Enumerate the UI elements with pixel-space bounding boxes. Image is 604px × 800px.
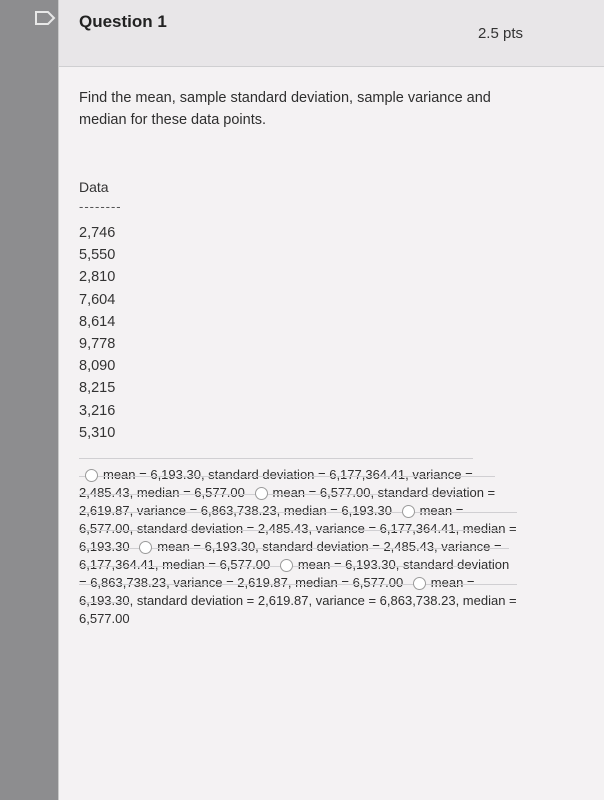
data-value: 7,604 bbox=[79, 291, 116, 308]
question-body bbox=[59, 67, 604, 628]
radio-button[interactable] bbox=[413, 577, 426, 590]
data-value: 2,810 bbox=[79, 269, 116, 286]
question-header bbox=[59, 0, 604, 67]
answer-text: mean = 6,193.30, standard deviation = 6,863,738.23, variance = 2,619.87, median = 6,577.00 bbox=[79, 556, 510, 590]
radio-button[interactable] bbox=[280, 559, 293, 572]
data-value: 5,310 bbox=[79, 424, 116, 441]
flag-question-icon[interactable] bbox=[34, 10, 56, 26]
question-card bbox=[58, 0, 604, 800]
answer-text: mean = 6,193.30, standard deviation = 6,177,364.41, variance = 2,485.43, median = 6,577.00 bbox=[79, 466, 473, 500]
question-prompt: Find the mean, sample standard deviation, sample variance and median for these data points. bbox=[79, 90, 491, 128]
answer-options bbox=[79, 466, 519, 628]
question-title: Question 1 bbox=[79, 12, 167, 31]
radio-button[interactable] bbox=[255, 487, 268, 500]
data-separator: -------- bbox=[79, 199, 122, 214]
data-value: 8,090 bbox=[79, 358, 116, 375]
answer-text: mean = 6,193.30, standard deviation = 2,619.87, variance = 6,863,738.23, median = 6,577.00 bbox=[79, 574, 517, 626]
question-points: 2.5 pts bbox=[477, 25, 523, 42]
data-value: 9,778 bbox=[79, 335, 116, 352]
data-value: 8,614 bbox=[79, 313, 116, 330]
answer-text: mean = 6,577.00, standard deviation = 2,619.87, variance = 6,863,738.23, median = 6,193.30 bbox=[79, 484, 496, 518]
radio-button[interactable] bbox=[85, 469, 98, 482]
data-label: Data bbox=[79, 179, 109, 195]
radio-button[interactable] bbox=[139, 541, 152, 554]
answer-text: mean = 6,577.00, standard deviation = 2,485.43, variance = 6,177,364.41, median = 6,193.30 bbox=[79, 502, 517, 554]
data-value: 8,215 bbox=[79, 380, 116, 397]
data-value: 3,216 bbox=[79, 402, 116, 419]
answer-text: mean = 6,193.30, standard deviation = 2,485.43, variance = 6,177,364.41, median = 6,577.00 bbox=[79, 538, 502, 572]
radio-button[interactable] bbox=[402, 505, 415, 518]
data-value: 2,746 bbox=[79, 225, 116, 241]
data-list bbox=[79, 222, 587, 444]
data-value: 5,550 bbox=[79, 247, 116, 264]
